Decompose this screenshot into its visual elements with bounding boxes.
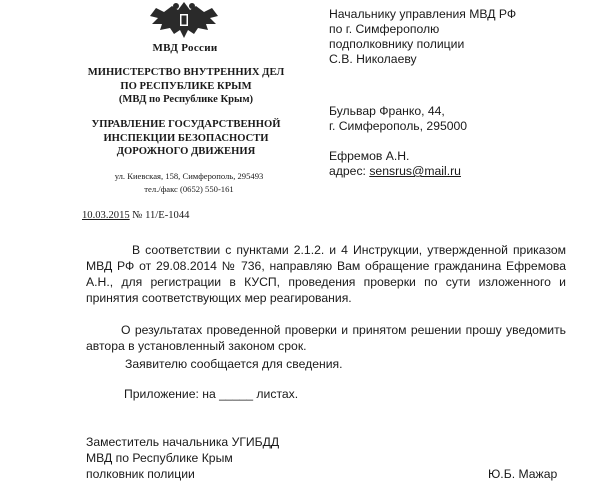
signature-block	[86, 434, 279, 482]
addressee-address-line: Бульвар Франко, 44,	[329, 104, 445, 118]
addressee-address-line: г. Симферополь, 295000	[329, 119, 468, 133]
letterhead-address: ул. Киевская, 158, Симферополь, 295493	[114, 171, 264, 181]
registration-code: № 11/Е-1044	[132, 210, 190, 221]
signature-line: МВД по Республике Крым	[86, 451, 233, 465]
addressee-line: по г. Симферополю	[329, 22, 440, 36]
double-headed-eagle-icon	[134, 0, 234, 40]
addressee-block	[329, 7, 516, 67]
ministry-line: ПО РЕСПУБЛИКЕ КРЫМ	[120, 80, 252, 92]
sender-email-label: адрес:	[329, 164, 366, 178]
sender-name: Ефремов А.Н.	[329, 149, 410, 163]
signatory-name: Ю.Б. Мажар	[488, 467, 558, 481]
department-line: ДОРОЖНОГО ДВИЖЕНИЯ	[116, 146, 256, 157]
registration-date: 10.03.2015	[82, 210, 130, 221]
sender-block	[329, 149, 461, 179]
body-paragraph-2: О результатах проведенной проверки и принятом решении прошу уведомить автора в установленный законом срок.	[86, 323, 566, 353]
body-paragraph-1: В соответствии с пунктами 2.1.2. и 4 Инструкции, утвержденной приказом МВД РФ от 29.08.2014 № 736, направляю Вам обращение гражданина Ефремова А.Н., для регистрации в КУСП, проведения проверки по сути изложенного и принятия соответствующих мер реагирования.	[86, 243, 566, 305]
addressee-line: Начальнику управления МВД РФ	[329, 7, 517, 21]
sender-email-row	[329, 164, 461, 179]
letterhead-phone: тел./факс (0652) 550-161	[144, 184, 234, 194]
body-paragraph-3: Заявителю сообщается для сведения.	[125, 357, 343, 371]
addressee-line: С.В. Николаеву	[329, 52, 417, 66]
addressee-line: подполковнику полиции	[329, 37, 465, 51]
letterhead-mvd-russia: МВД России	[152, 42, 218, 54]
addressee-address	[329, 104, 467, 134]
letterhead-ministry	[66, 66, 306, 107]
attachment-line: Приложение: на _____ листах.	[124, 387, 299, 401]
registration-number	[82, 210, 189, 221]
letterhead-department	[66, 118, 306, 159]
department-line: УПРАВЛЕНИЕ ГОСУДАРСТВЕННОЙ	[91, 119, 281, 130]
ministry-line: (МВД по Республике Крым)	[118, 94, 254, 105]
ministry-line: МИНИСТЕРСТВО ВНУТРЕННИХ ДЕЛ	[87, 67, 285, 78]
signature-line: Заместитель начальника УГИБДД	[86, 435, 280, 449]
sender-email-link[interactable]: sensrus@mail.ru	[369, 164, 461, 178]
department-line: ИНСПЕКЦИИ БЕЗОПАСНОСТИ	[103, 132, 269, 144]
signature-line: полковник полиции	[86, 467, 195, 481]
